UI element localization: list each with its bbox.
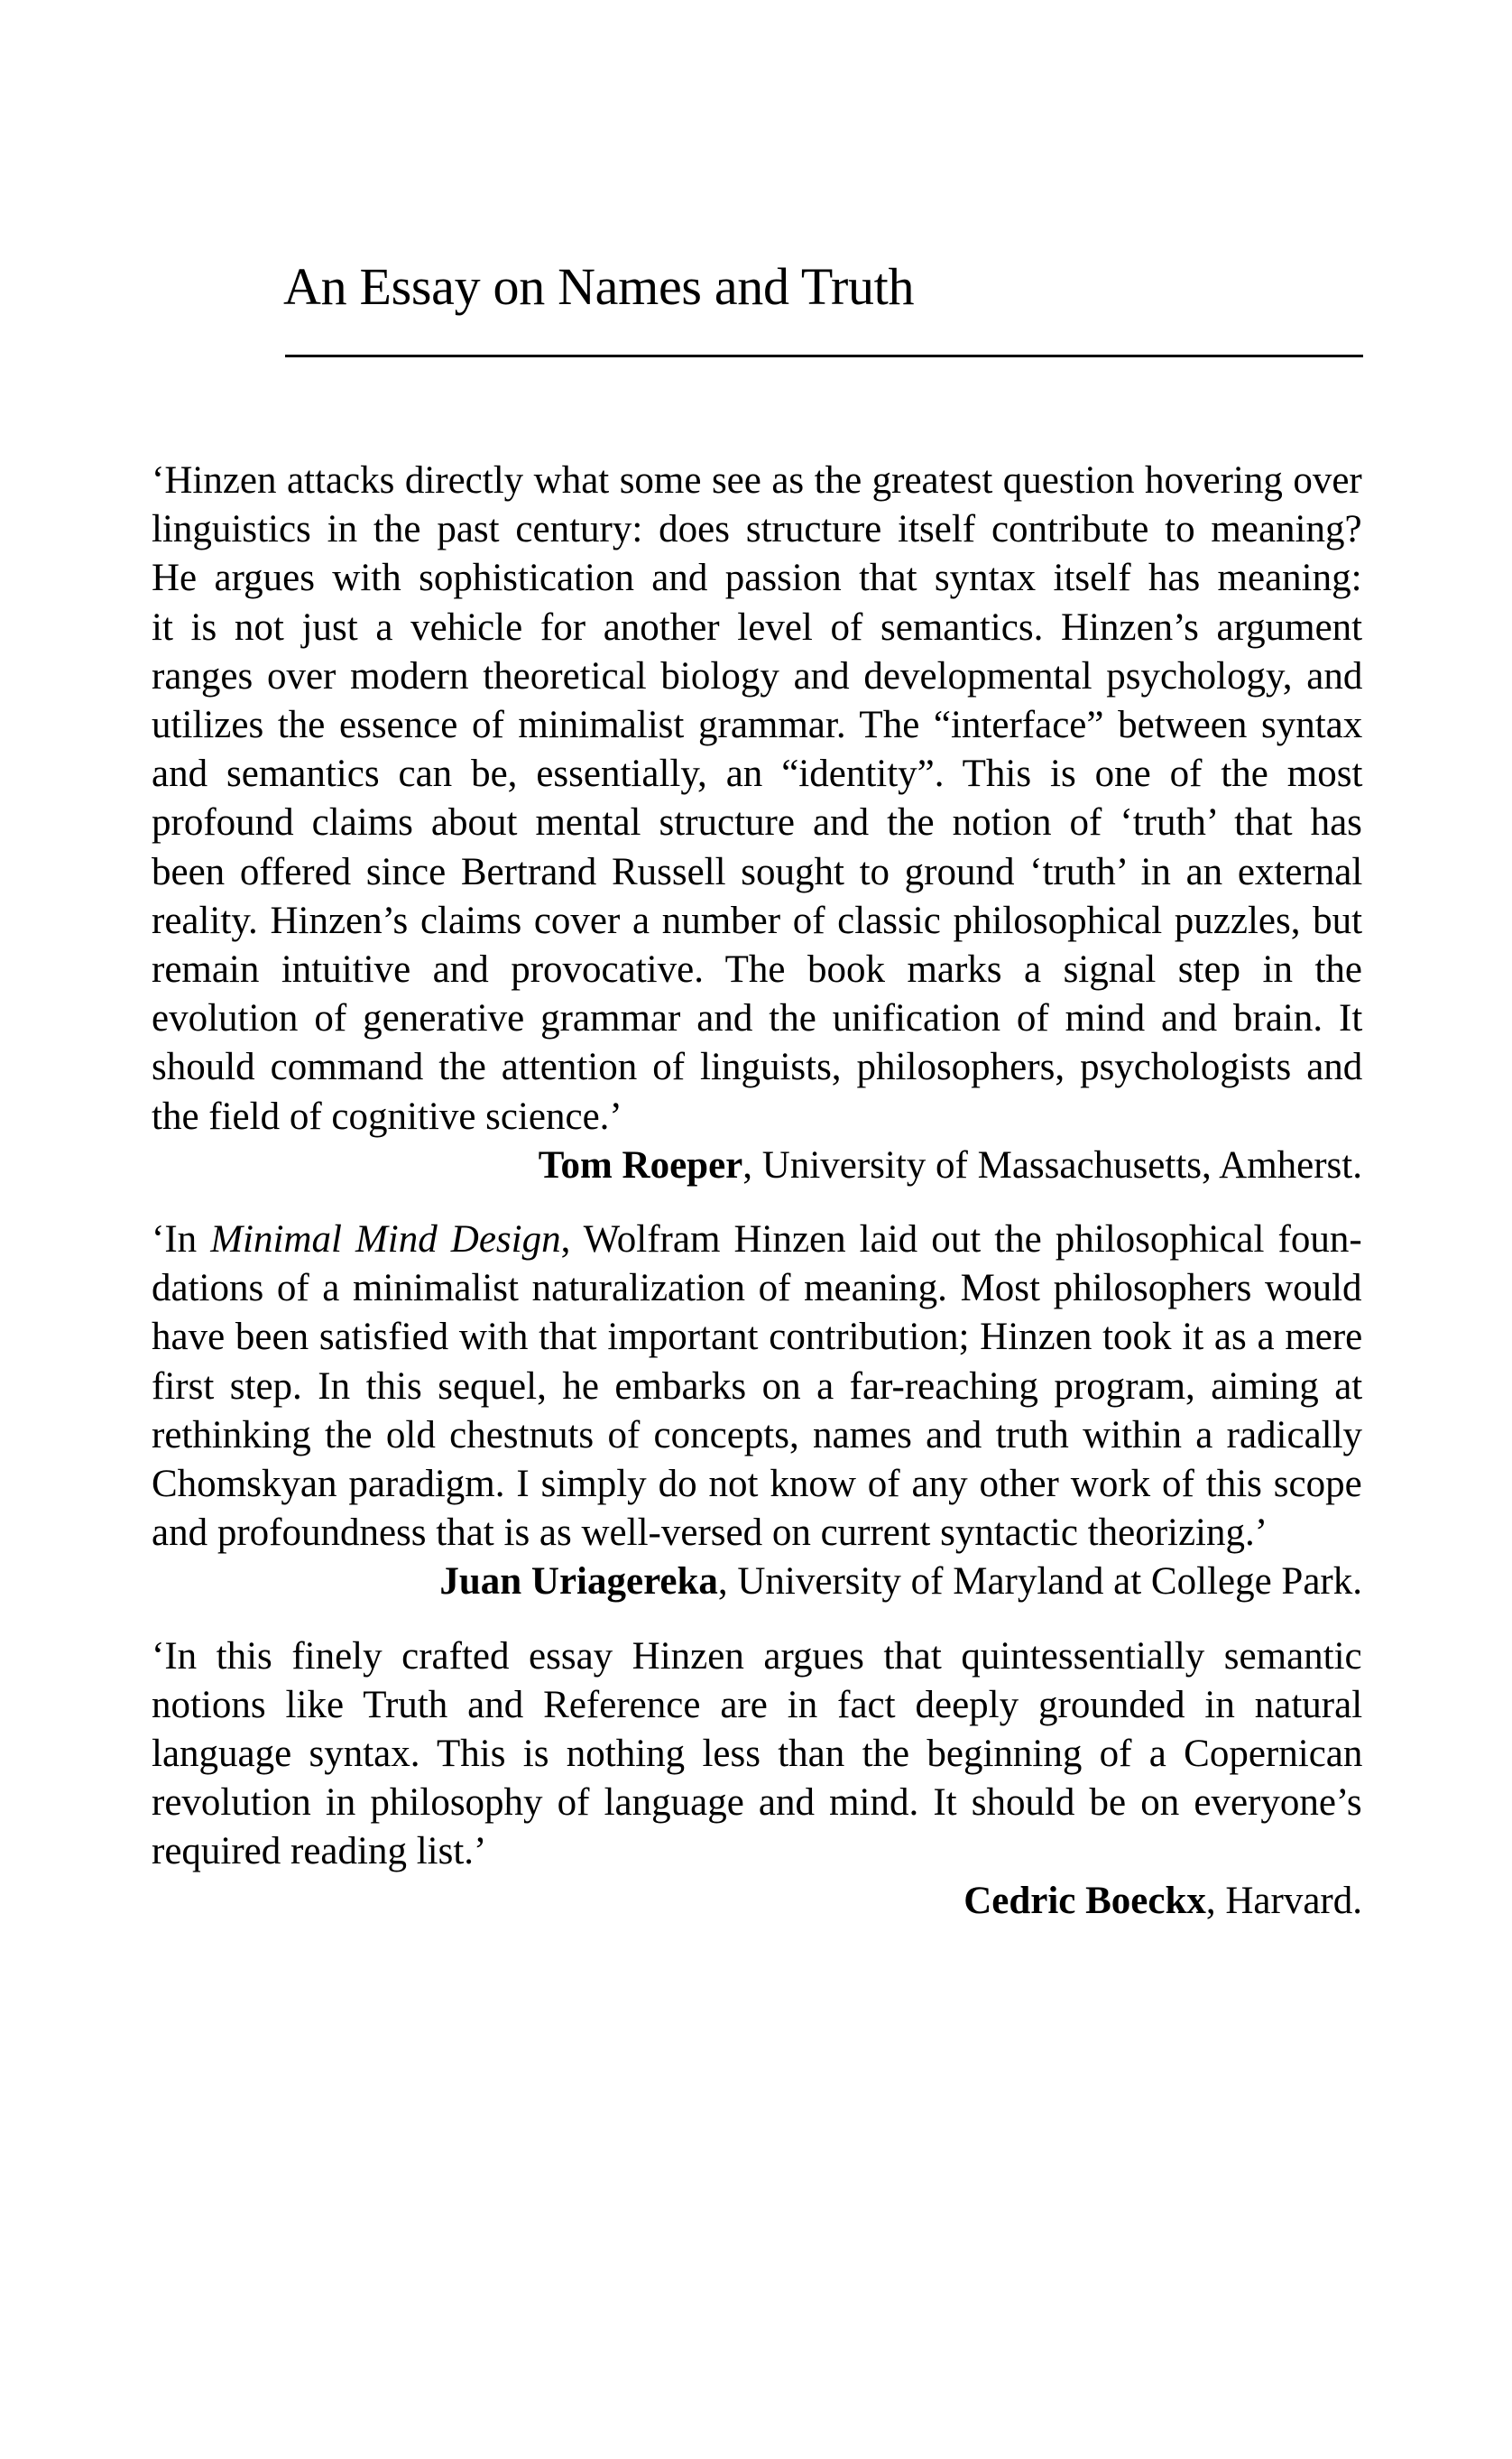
quote-line: language syntax. This is nothing less than the beginning of a Copernican (152, 1733, 1363, 1776)
endorsement-quote (152, 1216, 1362, 1558)
author-name: Juan Uriagereka (439, 1560, 718, 1604)
page-title: An Essay on Names and Truth (283, 257, 915, 316)
endorsement-boeckx (152, 1632, 1362, 1926)
quote-line: and semantics can be, essentially, an “identity”. This is one of the most (152, 753, 1363, 796)
quote-line: evolution of generative grammar and the unification of mind and brain. It (152, 997, 1363, 1040)
quote-line: have been satisfied with that important contribution; Hinzen took it as a mere (152, 1316, 1363, 1359)
quote-line: utilizes the essence of minimalist grammar. The “interface” between syntax (152, 704, 1363, 747)
endorsement-quote (152, 457, 1362, 1142)
quote-line: rethinking the old chestnuts of concepts, names and truth within a radically (152, 1413, 1363, 1456)
quote-line: linguistics in the past century: does structure itself contribute to meaning? (152, 508, 1362, 551)
endorsement-attribution (152, 1877, 1362, 1926)
quote-line: it is not just a vehicle for another level of semantics. Hinzen’s argument (152, 606, 1363, 649)
quote-line (152, 1216, 1362, 1264)
quote-line: notions like Truth and Reference are in fact deeply grounded in natural (152, 1683, 1363, 1726)
title-rule (285, 355, 1363, 357)
quote-line: ‘Hinzen attacks directly what some see as the greatest question hovering over (152, 459, 1362, 502)
author-name: Tom Roeper (538, 1143, 743, 1187)
quote-line: been offered since Bertrand Russell sought to ground ‘truth’ in an external (152, 850, 1363, 893)
quote-line: should command the attention of linguists, philosophers, psychologists and (152, 1046, 1363, 1089)
quote-line: and profoundness that is as well-versed on current syntactic theorizing.’ (152, 1511, 1268, 1555)
endorsement-quote (152, 1632, 1362, 1877)
quote-text: ‘In (152, 1218, 211, 1262)
quote-line: revolution in philosophy of language and mind. It should be on everyone’s (152, 1781, 1362, 1825)
quote-line: He argues with sophistication and passion that syntax itself has meaning: (152, 557, 1362, 600)
quote-line: dations of a minimalist naturalization of meaning. Most philosophers would (152, 1267, 1362, 1310)
endorsements (152, 457, 1362, 1951)
author-affiliation: , University of Maryland at College Park. (717, 1560, 1362, 1604)
author-affiliation: , Harvard. (1205, 1879, 1362, 1922)
endorsement-roeper (152, 457, 1362, 1190)
quote-line: ‘In this finely crafted essay Hinzen argues that quintessentially semantic (152, 1634, 1362, 1678)
author-affiliation: , University of Massachusetts, Amherst. (742, 1143, 1362, 1187)
endorsement-uriagereka (152, 1216, 1362, 1607)
quote-line: reality. Hinzen’s claims cover a number of classic philosophical puzzles, but (152, 899, 1363, 942)
quote-text: , Wolfram Hinzen laid out the philosophical foun- (560, 1218, 1362, 1262)
quote-line: first step. In this sequel, he embarks on a far-reaching program, aiming at (152, 1364, 1363, 1408)
quote-line: profound claims about mental structure and the notion of ‘truth’ that has (152, 801, 1362, 845)
book-title: Minimal Mind Design (210, 1218, 561, 1262)
quote-line: remain intuitive and provocative. The book marks a signal step in the (152, 948, 1362, 992)
quote-line: Chomskyan paradigm. I simply do not know of any other work of this scope (152, 1463, 1362, 1506)
author-name: Cedric Boeckx (963, 1879, 1206, 1922)
quote-line: the field of cognitive science.’ (152, 1095, 622, 1138)
quote-line: ranges over modern theoretical biology and developmental psychology, and (152, 654, 1363, 698)
endorsement-attribution (152, 1142, 1362, 1190)
endorsement-attribution (152, 1558, 1362, 1606)
quote-line: required reading list.’ (152, 1830, 487, 1873)
